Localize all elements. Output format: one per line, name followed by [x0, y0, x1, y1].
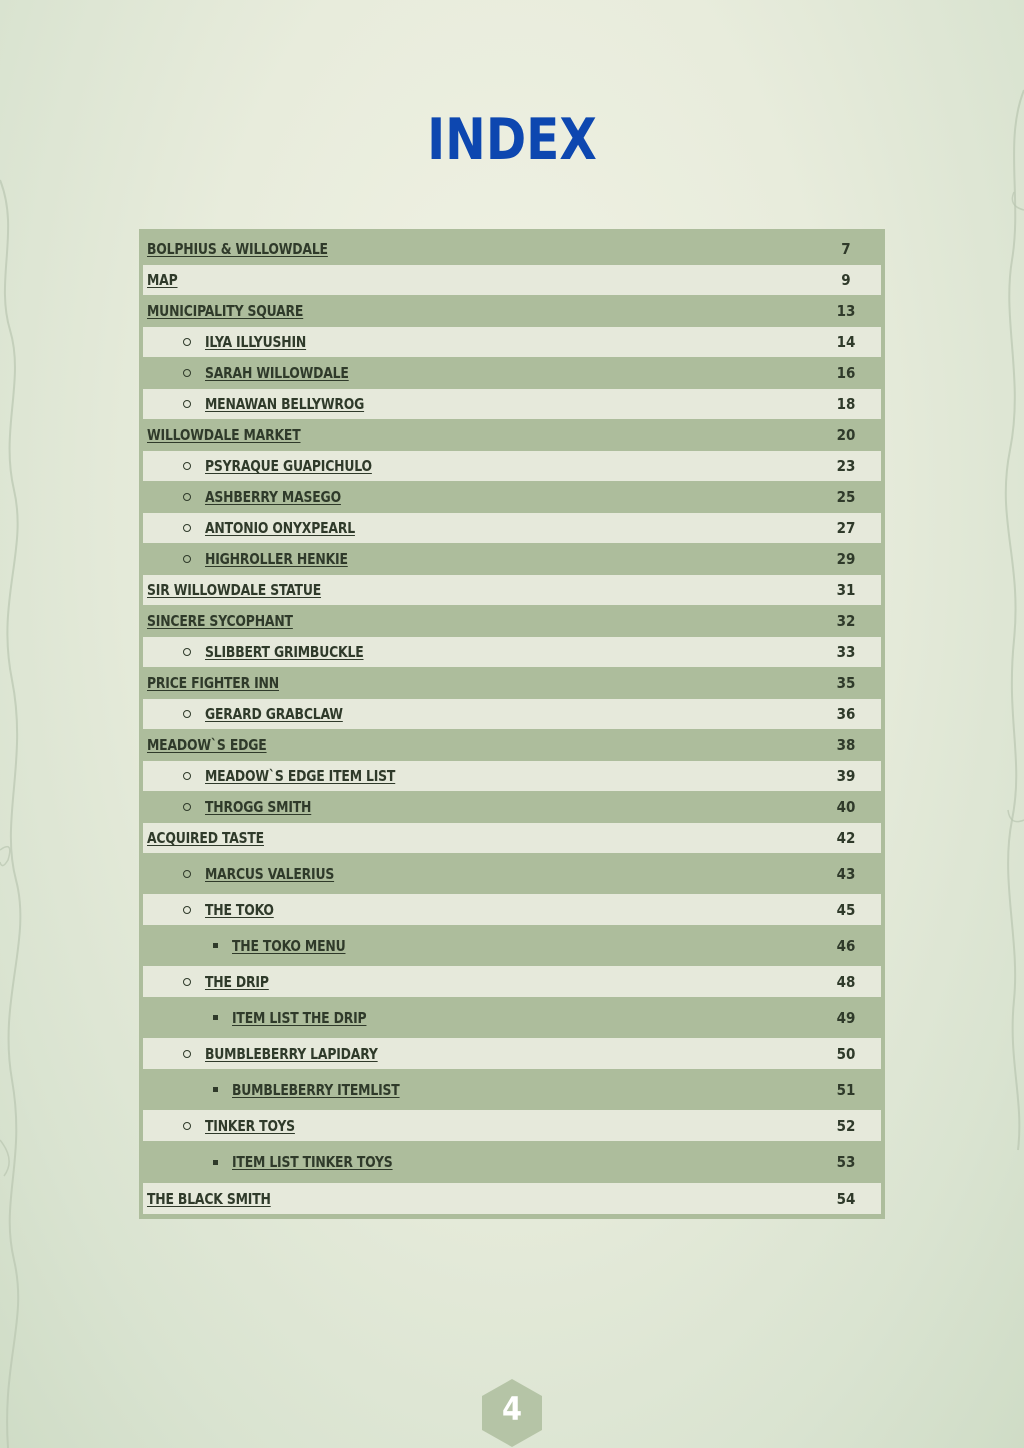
vine-decoration-right [984, 0, 1024, 1448]
index-entry[interactable] [143, 265, 881, 295]
entry-page-number: 35 [836, 674, 856, 692]
entry-page-number: 40 [836, 798, 856, 816]
index-entry[interactable] [143, 1110, 881, 1141]
index-entry[interactable] [143, 668, 881, 698]
index-entry[interactable] [143, 730, 881, 760]
index-entry[interactable] [143, 575, 881, 605]
circle-bullet-icon [183, 493, 191, 501]
entry-page-number: 13 [836, 302, 856, 320]
square-bullet-icon [213, 1160, 218, 1165]
entry-link[interactable]: ITEM LIST THE DRIP [232, 1008, 367, 1027]
entry-page-number: 48 [836, 972, 856, 991]
entry-page-number: 36 [836, 705, 856, 723]
index-entry[interactable] [143, 451, 881, 481]
circle-bullet-icon [183, 772, 191, 780]
entry-link[interactable]: PRICE FIGHTER INN [147, 674, 279, 692]
entry-link[interactable]: ILYA ILLYUSHIN [205, 333, 307, 351]
entry-link[interactable]: ANTONIO ONYXPEARL [205, 519, 355, 537]
entry-link[interactable]: THE TOKO MENU [232, 936, 346, 955]
entry-link[interactable]: PSYRAQUE GUAPICHULO [205, 457, 372, 475]
entry-page-number: 25 [836, 488, 856, 506]
index-entry[interactable] [143, 637, 881, 667]
entry-page-number: 18 [836, 395, 856, 413]
circle-bullet-icon [183, 524, 191, 532]
index-entry[interactable] [143, 358, 881, 388]
entry-link[interactable]: THE BLACK SMITH [147, 1189, 271, 1208]
square-bullet-icon [213, 1087, 218, 1092]
entry-page-number: 31 [836, 581, 856, 599]
entry-link[interactable]: ACQUIRED TASTE [147, 829, 264, 847]
entry-page-number: 54 [836, 1189, 856, 1208]
entry-page-number: 9 [841, 271, 851, 289]
entry-page-number: 49 [836, 1008, 856, 1027]
circle-bullet-icon [183, 555, 191, 563]
index-entry[interactable] [143, 894, 881, 925]
index-entry[interactable] [143, 823, 881, 853]
entry-link[interactable]: THROGG SMITH [205, 798, 312, 816]
circle-bullet-icon [183, 400, 191, 408]
circle-bullet-icon [183, 1050, 191, 1058]
entry-page-number: 53 [836, 1153, 856, 1171]
entry-link[interactable]: ASHBERRY MASEGO [205, 488, 341, 506]
square-bullet-icon [213, 943, 218, 948]
circle-bullet-icon [183, 870, 191, 878]
index-entry[interactable] [143, 1038, 881, 1069]
vine-decoration-left [0, 0, 40, 1448]
index-entry[interactable] [143, 606, 881, 636]
circle-bullet-icon [183, 648, 191, 656]
entry-page-number: 43 [836, 865, 856, 883]
circle-bullet-icon [183, 906, 191, 914]
entry-page-number: 38 [836, 736, 856, 754]
entry-link[interactable]: MUNICIPALITY SQUARE [147, 302, 304, 320]
circle-bullet-icon [183, 462, 191, 470]
index-entry[interactable] [143, 296, 881, 326]
circle-bullet-icon [183, 803, 191, 811]
entry-link[interactable]: THE DRIP [205, 972, 269, 991]
entry-page-number: 14 [836, 333, 856, 351]
entry-link[interactable]: MAP [147, 271, 178, 289]
entry-link[interactable]: WILLOWDALE MARKET [147, 426, 301, 444]
entry-page-number: 39 [836, 767, 856, 785]
index-entry[interactable] [143, 1141, 881, 1183]
circle-bullet-icon [183, 369, 191, 377]
square-bullet-icon [213, 1015, 218, 1020]
index-entry[interactable] [143, 761, 881, 791]
entry-page-number: 20 [836, 426, 856, 444]
entry-page-number: 7 [841, 240, 851, 258]
index-table [139, 229, 885, 1219]
index-entry[interactable] [143, 854, 881, 894]
entry-page-number: 42 [836, 829, 856, 847]
entry-link[interactable]: SLIBBERT GRIMBUCKLE [205, 643, 364, 661]
entry-page-number: 45 [836, 900, 856, 919]
entry-link[interactable]: BUMBLEBERRY ITEMLIST [232, 1080, 400, 1099]
entry-page-number: 27 [836, 519, 856, 537]
entry-link[interactable]: SIR WILLOWDALE STATUE [147, 581, 322, 599]
entry-link[interactable]: ITEM LIST TINKER TOYS [232, 1153, 393, 1171]
entry-link[interactable]: BUMBLEBERRY LAPIDARY [205, 1044, 378, 1063]
entry-link[interactable]: MARCUS VALERIUS [205, 865, 335, 883]
circle-bullet-icon [183, 338, 191, 346]
entry-page-number: 16 [836, 364, 856, 382]
index-entry[interactable] [143, 792, 881, 822]
index-entry[interactable] [143, 699, 881, 729]
entry-page-number: 33 [836, 643, 856, 661]
page-number: 4 [501, 1390, 523, 1428]
entry-link[interactable]: TINKER TOYS [205, 1116, 295, 1135]
entry-page-number: 29 [836, 550, 856, 568]
index-entry[interactable] [143, 966, 881, 997]
entry-link[interactable]: SINCERE SYCOPHANT [147, 612, 293, 630]
index-entry[interactable] [143, 482, 881, 512]
entry-page-number: 32 [836, 612, 856, 630]
entry-page-number: 52 [836, 1116, 856, 1135]
entry-link[interactable]: THE TOKO [205, 900, 274, 919]
circle-bullet-icon [183, 1122, 191, 1130]
page-title: INDEX [427, 106, 597, 173]
index-entry[interactable] [143, 420, 881, 450]
index-entry[interactable] [143, 1183, 881, 1214]
index-entry[interactable] [143, 925, 881, 966]
index-entry[interactable] [143, 389, 881, 419]
entry-page-number: 46 [836, 936, 856, 955]
entry-link[interactable]: MEADOW`S EDGE ITEM LIST [205, 767, 396, 785]
entry-page-number: 23 [836, 457, 856, 475]
entry-link[interactable]: SARAH WILLOWDALE [205, 364, 349, 382]
index-entry[interactable] [143, 513, 881, 543]
index-entry[interactable] [143, 233, 881, 265]
entry-page-number: 51 [836, 1080, 856, 1099]
circle-bullet-icon [183, 978, 191, 986]
index-entry[interactable] [143, 1069, 881, 1110]
index-entry[interactable] [143, 544, 881, 574]
entry-link[interactable]: GERARD GRABCLAW [205, 705, 343, 723]
entry-link[interactable]: HIGHROLLER HENKIE [205, 550, 348, 568]
entry-link[interactable]: MEADOW`S EDGE [147, 736, 267, 754]
index-entry[interactable] [143, 997, 881, 1038]
circle-bullet-icon [183, 710, 191, 718]
entry-link[interactable]: MENAWAN BELLYWROG [205, 395, 365, 413]
entry-link[interactable]: BOLPHIUS & WILLOWDALE [147, 240, 328, 258]
index-entry[interactable] [143, 327, 881, 357]
entry-page-number: 50 [836, 1044, 856, 1063]
